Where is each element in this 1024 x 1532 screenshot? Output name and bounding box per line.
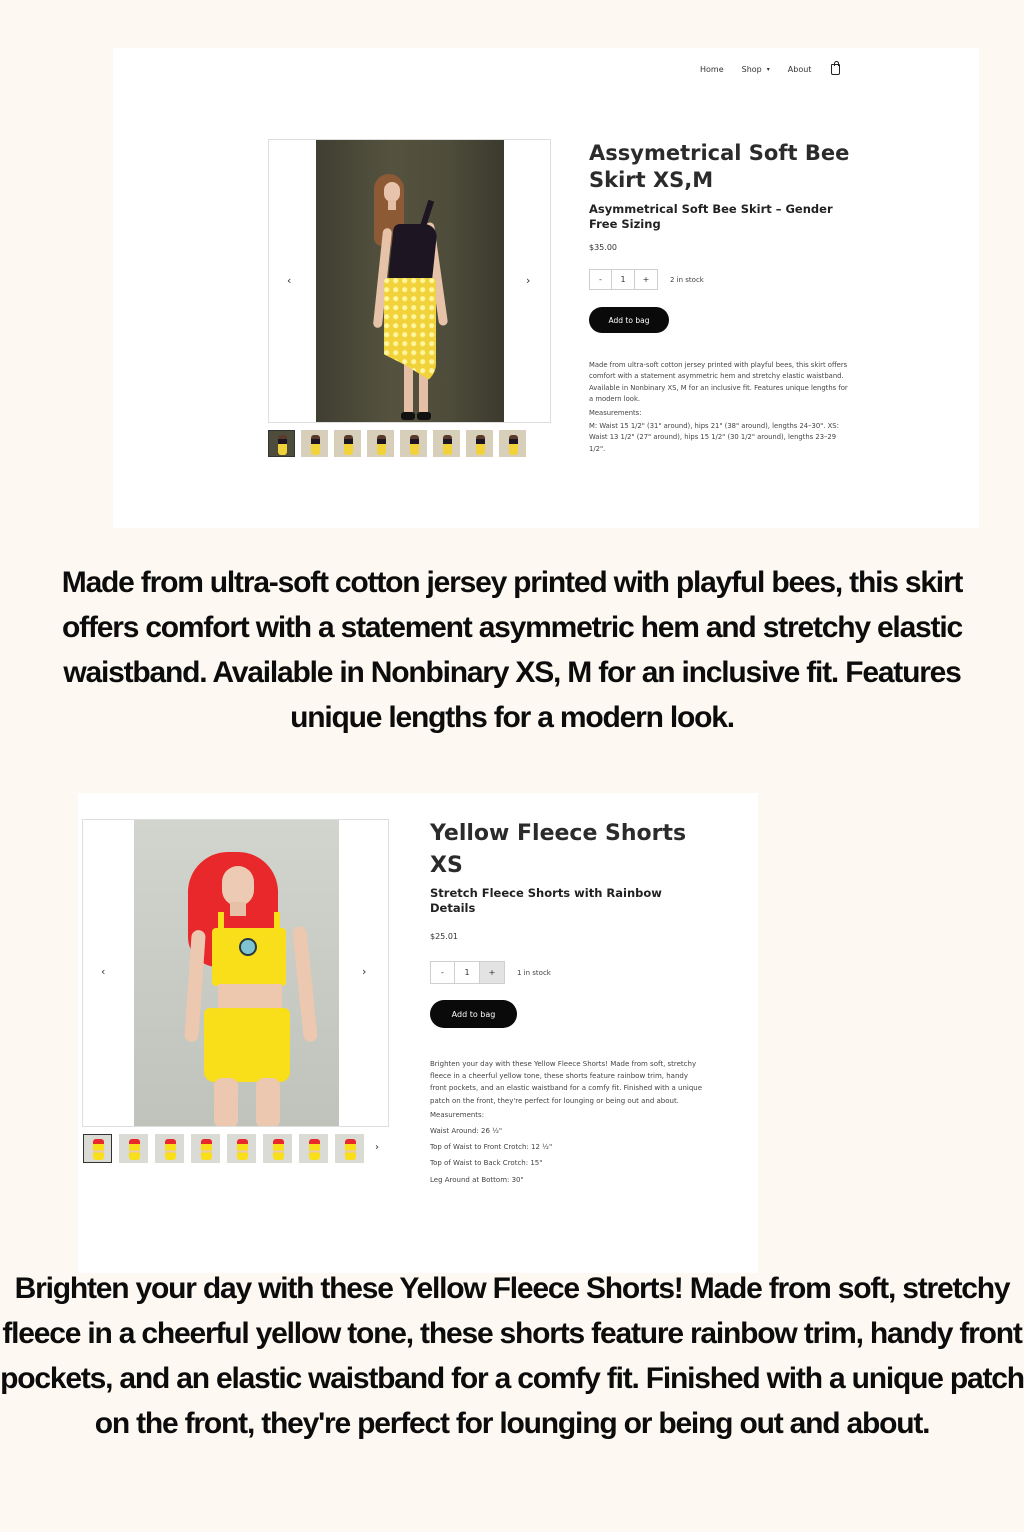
product-price: $25.01 xyxy=(430,932,458,941)
thumbnail[interactable] xyxy=(367,430,394,457)
measurements-text: M: Waist 15 1/2" (31" around), hips 21" (38" around), lengths 24–30". XS: Waist 13 1/2" (27" around), hips 15 1/2" (30 1/2" around), lengths 23–29 1/2". xyxy=(589,422,839,453)
chevron-right-icon[interactable]: › xyxy=(362,965,367,978)
thumbnail[interactable] xyxy=(268,430,295,457)
thumbnail-strip xyxy=(83,1134,371,1163)
quantity-increase-button[interactable]: + xyxy=(480,961,505,984)
nav-home-link[interactable]: Home xyxy=(700,64,724,74)
thumbnail[interactable] xyxy=(400,430,427,457)
thumbnail[interactable] xyxy=(466,430,493,457)
thumbnail[interactable] xyxy=(191,1134,220,1163)
quantity-input[interactable]: 1 xyxy=(455,961,480,984)
nav-about-link[interactable]: About xyxy=(787,64,812,74)
quantity-stepper xyxy=(430,961,551,984)
thumbnail-strip xyxy=(268,430,532,457)
thumbnail[interactable] xyxy=(335,1134,364,1163)
add-to-bag-button[interactable]: Add to bag xyxy=(589,307,669,333)
top-navigation xyxy=(700,62,840,76)
product-photo-bee-skirt xyxy=(316,140,504,422)
thumbnail[interactable] xyxy=(334,430,361,457)
quantity-increase-button[interactable]: + xyxy=(635,269,658,290)
caption-line: on the front, they're perfect for lounging or being out and about. xyxy=(94,1407,930,1440)
add-to-bag-button[interactable]: Add to bag xyxy=(430,1000,517,1028)
description-text: Made from ultra-soft cotton jersey printed with playful bees, this skirt offers comfort with a statement asymmetric hem and stretchy elastic waistband. Available in Nonbinary XS, M for an inclusive fit. Features unique lengths for a modern look. xyxy=(589,361,848,404)
measurements-label: Measurements: xyxy=(589,408,642,417)
measurement-line: Top of Waist to Front Crotch: 12 ½" xyxy=(430,1143,553,1152)
quantity-input[interactable]: 1 xyxy=(612,269,635,290)
caption-fleece-shorts xyxy=(0,1266,1024,1446)
measurement-line: Leg Around at Bottom: 30" xyxy=(430,1175,524,1184)
measurements-label: Measurements: xyxy=(430,1110,485,1119)
description-text: Brighten your day with these Yellow Fleece Shorts! Made from soft, stretchy fleece in a cheerful yellow tone, these shorts feature rainbow trim, handy front pockets, and an elastic waistband for a comfy fit. Finished with a unique patch on the front, they're perfect for lounging or being out and about. xyxy=(430,1060,703,1105)
thumbnail[interactable] xyxy=(499,430,526,457)
thumbnail[interactable] xyxy=(263,1134,292,1163)
product-gallery xyxy=(268,139,551,423)
measurement-line: Top of Waist to Back Crotch: 15" xyxy=(430,1159,543,1168)
caret-down-icon: ▾ xyxy=(766,65,770,73)
chevron-right-icon[interactable]: › xyxy=(526,274,531,287)
thumbnail[interactable] xyxy=(83,1134,112,1163)
nav-shop-label: Shop xyxy=(741,64,762,74)
measurement-line: Waist Around: 26 ½" xyxy=(430,1127,503,1136)
quantity-decrease-button[interactable]: - xyxy=(589,269,612,290)
caption-line: Brighten your day with these Yellow Fleece Shorts! Made from soft, stretchy xyxy=(14,1272,1010,1305)
thumbnail[interactable] xyxy=(227,1134,256,1163)
product-photo-fleece-shorts xyxy=(134,820,339,1126)
product-gallery xyxy=(82,819,389,1127)
thumbnail[interactable] xyxy=(119,1134,148,1163)
chevron-left-icon[interactable]: ‹ xyxy=(287,274,292,287)
stock-status: 1 in stock xyxy=(517,968,551,977)
product-price: $35.00 xyxy=(589,243,617,252)
caption-line: fleece in a cheerful yellow tone, these shorts feature rainbow trim, handy front xyxy=(2,1317,1022,1350)
thumbnail[interactable] xyxy=(155,1134,184,1163)
caption-bee-skirt: Made from ultra-soft cotton jersey printed with playful bees, this skirt offers comfort with a statement asymmetric hem and stretchy elastic waistband. Available in Nonbinary XS, M for an inclusive fit. Features unique lengths for a modern look. xyxy=(61,566,963,734)
thumbnail[interactable] xyxy=(433,430,460,457)
product-description xyxy=(430,1058,702,1186)
thumbnail[interactable] xyxy=(299,1134,328,1163)
shopping-bag-icon[interactable] xyxy=(831,64,840,75)
product-description xyxy=(589,360,849,455)
product-subtitle: Asymmetrical Soft Bee Skirt – Gender Free Sizing xyxy=(589,202,833,231)
quantity-decrease-button[interactable]: - xyxy=(430,961,455,984)
quantity-stepper xyxy=(589,269,704,290)
thumbnail[interactable] xyxy=(301,430,328,457)
product-title: Assymetrical Soft Bee Skirt XS,M xyxy=(589,141,850,193)
product-title: Yellow Fleece Shorts XS xyxy=(430,821,687,878)
nav-shop-link[interactable] xyxy=(742,65,770,74)
stock-status: 2 in stock xyxy=(670,275,704,284)
caption-line: pockets, and an elastic waistband for a comfy fit. Finished with a unique patch xyxy=(0,1362,1024,1395)
chevron-left-icon[interactable]: ‹ xyxy=(101,965,106,978)
product-subtitle: Stretch Fleece Shorts with Rainbow Details xyxy=(430,886,662,915)
thumbnails-next-icon[interactable]: › xyxy=(375,1142,379,1153)
